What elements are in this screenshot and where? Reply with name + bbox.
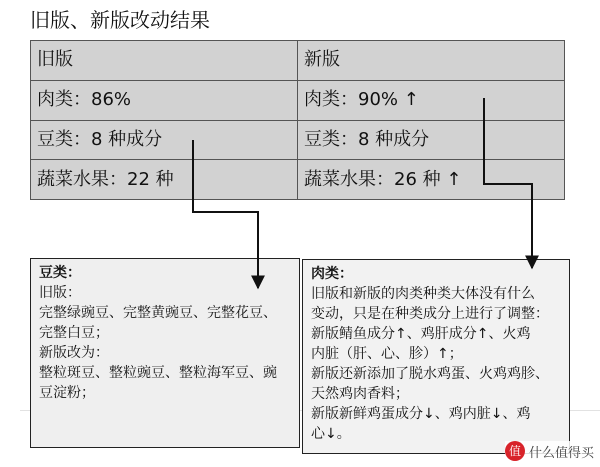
header-new: 新版 — [298, 41, 565, 81]
cell-old-produce: 蔬菜水果：22 种 — [31, 160, 298, 200]
note-line: 豆淀粉； — [39, 385, 95, 401]
note-line: 新版改为： — [39, 345, 109, 361]
note-line: 完整绿豌豆、完整黄豌豆、完整花豆、 — [39, 305, 277, 321]
cell-old-meat: 肉类：86% — [31, 80, 298, 120]
note-line: 完整白豆； — [39, 325, 109, 341]
header-old: 旧版 — [31, 41, 298, 81]
note-line: 变动，只是在种类成分上进行了调整： — [311, 306, 549, 322]
watermark — [505, 441, 594, 461]
note-line: 旧版和新版的肉类种类大体没有什么 — [311, 286, 535, 302]
note-line: 旧版： — [39, 285, 81, 301]
cell-new-produce: 蔬菜水果：26 种 ↑ — [298, 160, 565, 200]
arrow-meat-connector — [484, 98, 532, 268]
beans-note-heading: 豆类： — [39, 265, 81, 281]
note-line: 新版鲭鱼成分↑、鸡肝成分↑、火鸡 — [311, 326, 531, 342]
note-line: 新版还新添加了脱水鸡蛋、火鸡鸡胗、 — [311, 366, 549, 382]
page-title: 旧版、新版改动结果 — [30, 8, 210, 32]
cell-old-beans: 豆类：8 种成分 — [31, 120, 298, 160]
note-line: 心↓。 — [311, 426, 351, 442]
arrow-beans-connector — [193, 140, 258, 288]
cell-new-beans: 豆类：8 种成分 — [298, 120, 565, 160]
watermark-text: 什么值得买 — [528, 445, 594, 461]
cell-new-meat: 肉类：90% ↑ — [298, 80, 565, 120]
note-line: 内脏（肝、心、胗）↑； — [311, 346, 463, 362]
note-line: 新版新鲜鸡蛋成分↓、鸡内脏↓、鸡 — [311, 406, 531, 422]
meat-note-heading: 肉类： — [311, 266, 353, 282]
note-line: 整粒斑豆、整粒豌豆、整粒海军豆、豌 — [39, 365, 277, 381]
smzdm-logo-icon: 值 — [505, 441, 525, 461]
note-line: 天然鸡肉香料； — [311, 386, 409, 402]
